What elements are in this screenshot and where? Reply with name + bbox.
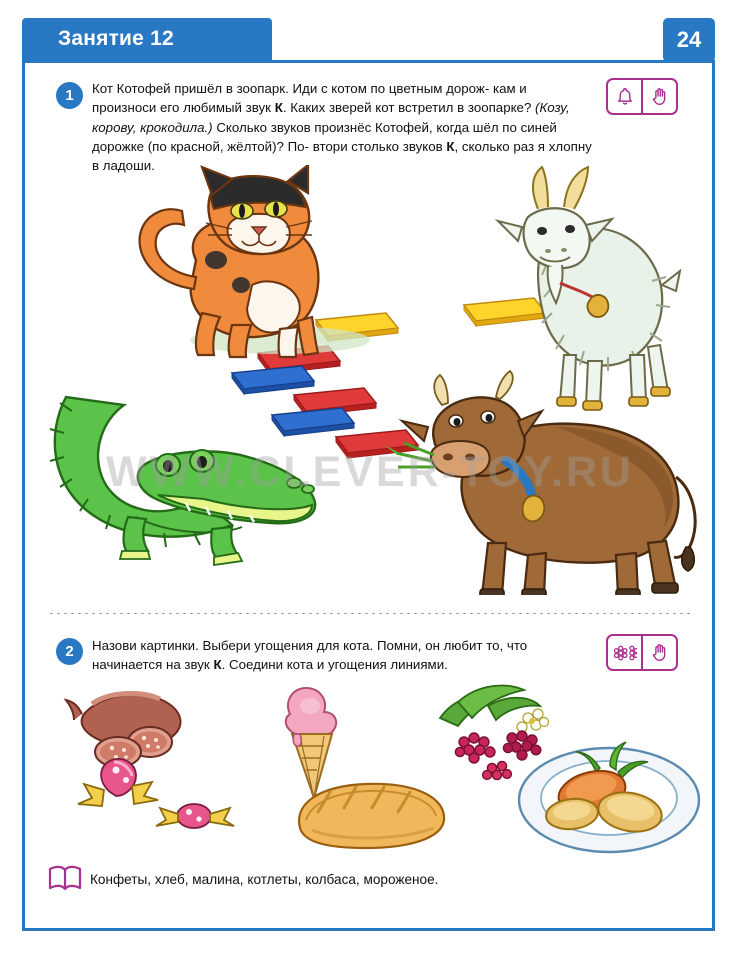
- book-icon: [47, 864, 83, 892]
- task-2-line-1: Назови картинки. Выбери угощения для кота. Помни, он любит: [92, 638, 483, 653]
- task-1-line-4: Котофей, когда шёл по синей дорожке (по красной, жёлтой)? По-: [92, 119, 557, 154]
- hand-icon: [649, 642, 671, 664]
- page-title: Занятие 12: [58, 27, 174, 50]
- page-number: 24: [676, 27, 702, 52]
- bread-loaf-illustration: [299, 784, 444, 848]
- red-path-tiles: [258, 346, 418, 458]
- ice-cream-illustration: [286, 688, 336, 798]
- task-2-line-2b: . Соедини кота и угощения линиями.: [221, 657, 448, 673]
- bell-icon: [614, 86, 636, 108]
- raspberry-illustration: [440, 686, 549, 780]
- task-1-icon-badge: [606, 78, 678, 115]
- candies-illustration: [78, 759, 234, 828]
- flowers-icon: [613, 642, 637, 664]
- task-1-line-5b: , сколько раз я хлопну в ладоши.: [92, 138, 592, 174]
- task-2-line-2a: то, что начинается на звук: [92, 638, 528, 673]
- hand-icon-cell-2: [641, 636, 676, 669]
- task-1-line-2a: кам и произноси его любимый звук: [92, 81, 527, 116]
- border-bottom: [22, 928, 715, 931]
- hand-icon: [649, 86, 671, 108]
- task-1-sound-k-2: К: [446, 138, 455, 154]
- task-2-illustration: [44, 680, 704, 855]
- task-1-illustration: [36, 165, 706, 595]
- task-1-sound-k-1: К: [274, 100, 283, 116]
- border-left: [22, 60, 25, 930]
- task-1-text: [92, 79, 592, 175]
- task-2-sound-k: К: [213, 657, 222, 673]
- task-1-line-3b: Сколько звуков произнёс: [212, 119, 372, 135]
- task-1-line-3a: в зоопарке?: [457, 100, 536, 116]
- border-top: [22, 60, 715, 63]
- cutlets-plate-illustration: [519, 742, 699, 852]
- task-1-number: 1: [56, 82, 83, 109]
- goat-illustration: [498, 167, 680, 410]
- task-1-line-1: Кот Котофей пришёл в зоопарк. Иди с котом по цветным дорож-: [92, 81, 490, 96]
- task-1-line-2b: . Каких зверей кот встретил: [282, 100, 454, 116]
- task-2-number: 2: [56, 638, 83, 665]
- flowers-icon-cell: [608, 636, 641, 669]
- hand-icon-cell: [641, 80, 676, 113]
- task-2-icon-badge: [606, 634, 678, 671]
- task-1-line-5a: втори столько звуков: [312, 138, 447, 154]
- task-1-answer: (Козу, корову, крокодила.): [92, 100, 570, 135]
- vocabulary-text: Конфеты, хлеб, малина, котлеты, колбаса, мороженое.: [90, 872, 439, 887]
- border-right: [712, 60, 715, 930]
- sausage-illustration: [66, 693, 180, 767]
- task-2-text: [92, 636, 577, 675]
- watermark: WWW.CLEVER-TOY.RU: [106, 448, 634, 496]
- bell-icon-cell: [608, 80, 641, 113]
- section-divider: [48, 612, 690, 615]
